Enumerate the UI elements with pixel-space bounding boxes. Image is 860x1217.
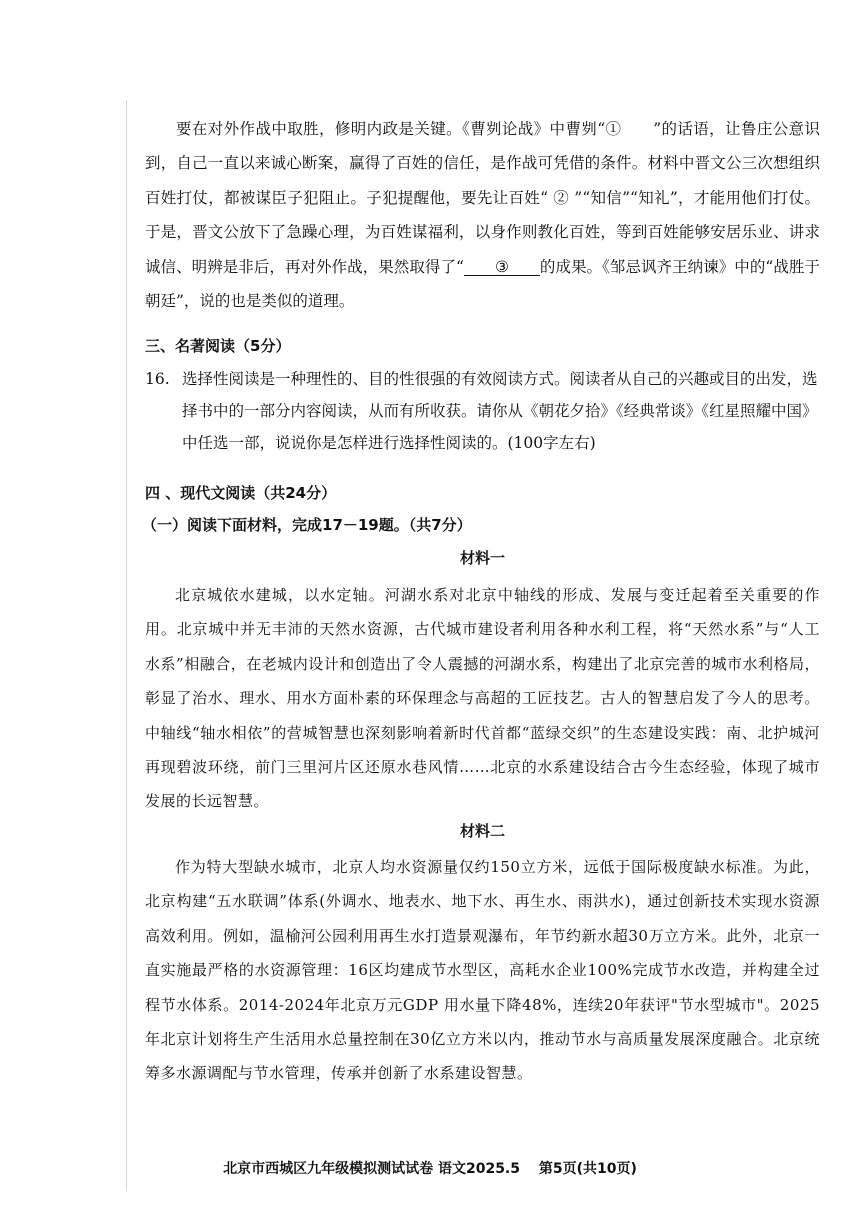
question-text: 选择性阅读是一种理性的、目的性很强的有效阅读方式。阅读者从自己的兴趣或目的出发，选择书中的一部分内容阅读，从而有所收获。请你从《朝花夕拾》《经典常谈》《红星照耀中国》中任选一部，说说你是怎样进行选择性阅读的。(100字左右) xyxy=(182,370,818,452)
subsection-heading xyxy=(142,514,817,535)
section-heading-text: 四 、现代文阅读（共24分） xyxy=(145,484,337,502)
blank-number-3: ③ xyxy=(494,257,509,276)
material-title-text: 材料一 xyxy=(459,549,505,567)
page-margin-line xyxy=(126,100,127,1190)
material-1-title xyxy=(145,547,820,568)
material-2-title xyxy=(145,820,820,841)
section-heading-3 xyxy=(145,335,820,356)
material-title-text: 材料二 xyxy=(459,822,505,840)
material-1-body xyxy=(145,578,820,819)
section-heading-4 xyxy=(145,482,820,503)
paragraph-text-part-a: 要在对外作战中取胜，修明内政是关键。《曹刿论战》中曹刿“① ”的话语，让鲁庄公意识到，自己一直以来诚心断案，赢得了百姓的信任，是作战可凭借的条件。材料中晋文公三次想组织百姓打仗，都被谋臣子犯阻止。子犯提醒他，要先让百姓“ ② ”“知信”“知礼”，才能用他们打仗。于是，晋文公放下了急躁心理，为百姓谋福利，以身作则教化百姓，等到百姓能够安居乐业、讲求诚信、明辨是非后，再对外作战，果然取得了“ xyxy=(145,120,820,276)
material-2-text: 作为特大型缺水城市，北京人均水资源量仅约150立方米，远低于国际极度缺水标准。为此，北京构建“五水联调”体系(外调水、地表水、地下水、再生水、雨洪水)，通过创新技术实现水资源高效利用。例如，温榆河公园利用再生水打造景观瀑布，年节约新水超30万立方米。此外，北京一直实施最严格的水资源管理：16区均建成节水型区，高耗水企业100%完成节水改造，并构建全过程节水体系。2014-2024年北京万元GDP 用水量下降48%，连续20年获评"节水型城市"。2025年北京计划将生产生活用水总量控制在30亿立方米以内，推动节水与高质量发展深度融合。北京统筹多水源调配与节水管理，传承并创新了水系建设智慧。 xyxy=(145,858,820,1083)
page-footer: 北京市西城区九年级模拟测试试卷 语文2025.5 第5页(共10页) xyxy=(223,1161,637,1177)
material-1-text: 北京城依水建城，以水定轴。河湖水系对北京中轴线的形成、发展与变迁起着至关重要的作用。北京城中并无丰沛的天然水资源，古代城市建设者利用各种水利工程，将“天然水系”与“人工水系”相融合，在老城内设计和创造出了令人震撼的河湖水系，构建出了北京完善的城市水利格局，彰显了治水、理水、用水方面朴素的环保理念与高超的工匠技艺。古人的智慧启发了今人的思考。中轴线“轴水相依”的营城智慧也深刻影响着新时代首都“蓝绿交织”的生态建设实践：南、北护城河再现碧波环绕，前门三里河片区还原水巷风情……北京的水系建设结合古今生态经验，体现了城市发展的长远智慧。 xyxy=(145,586,820,811)
paragraph-text xyxy=(145,112,820,318)
paragraph-text-part-b: 的成果。《邹忌讽齐王纳谏》中的“战胜于朝廷”，说的也是类似的道理。 xyxy=(145,257,820,311)
question-16 xyxy=(145,363,820,459)
subsection-heading-text: （一）阅读下面材料，完成17－19题。（共7分） xyxy=(142,516,472,534)
section-heading-text: 三、名著阅读（5分） xyxy=(145,337,291,355)
answer-blank-3 xyxy=(464,259,540,276)
question-number: 16. xyxy=(145,370,170,388)
passage-paragraph xyxy=(145,112,820,318)
material-2-body xyxy=(145,850,820,1091)
